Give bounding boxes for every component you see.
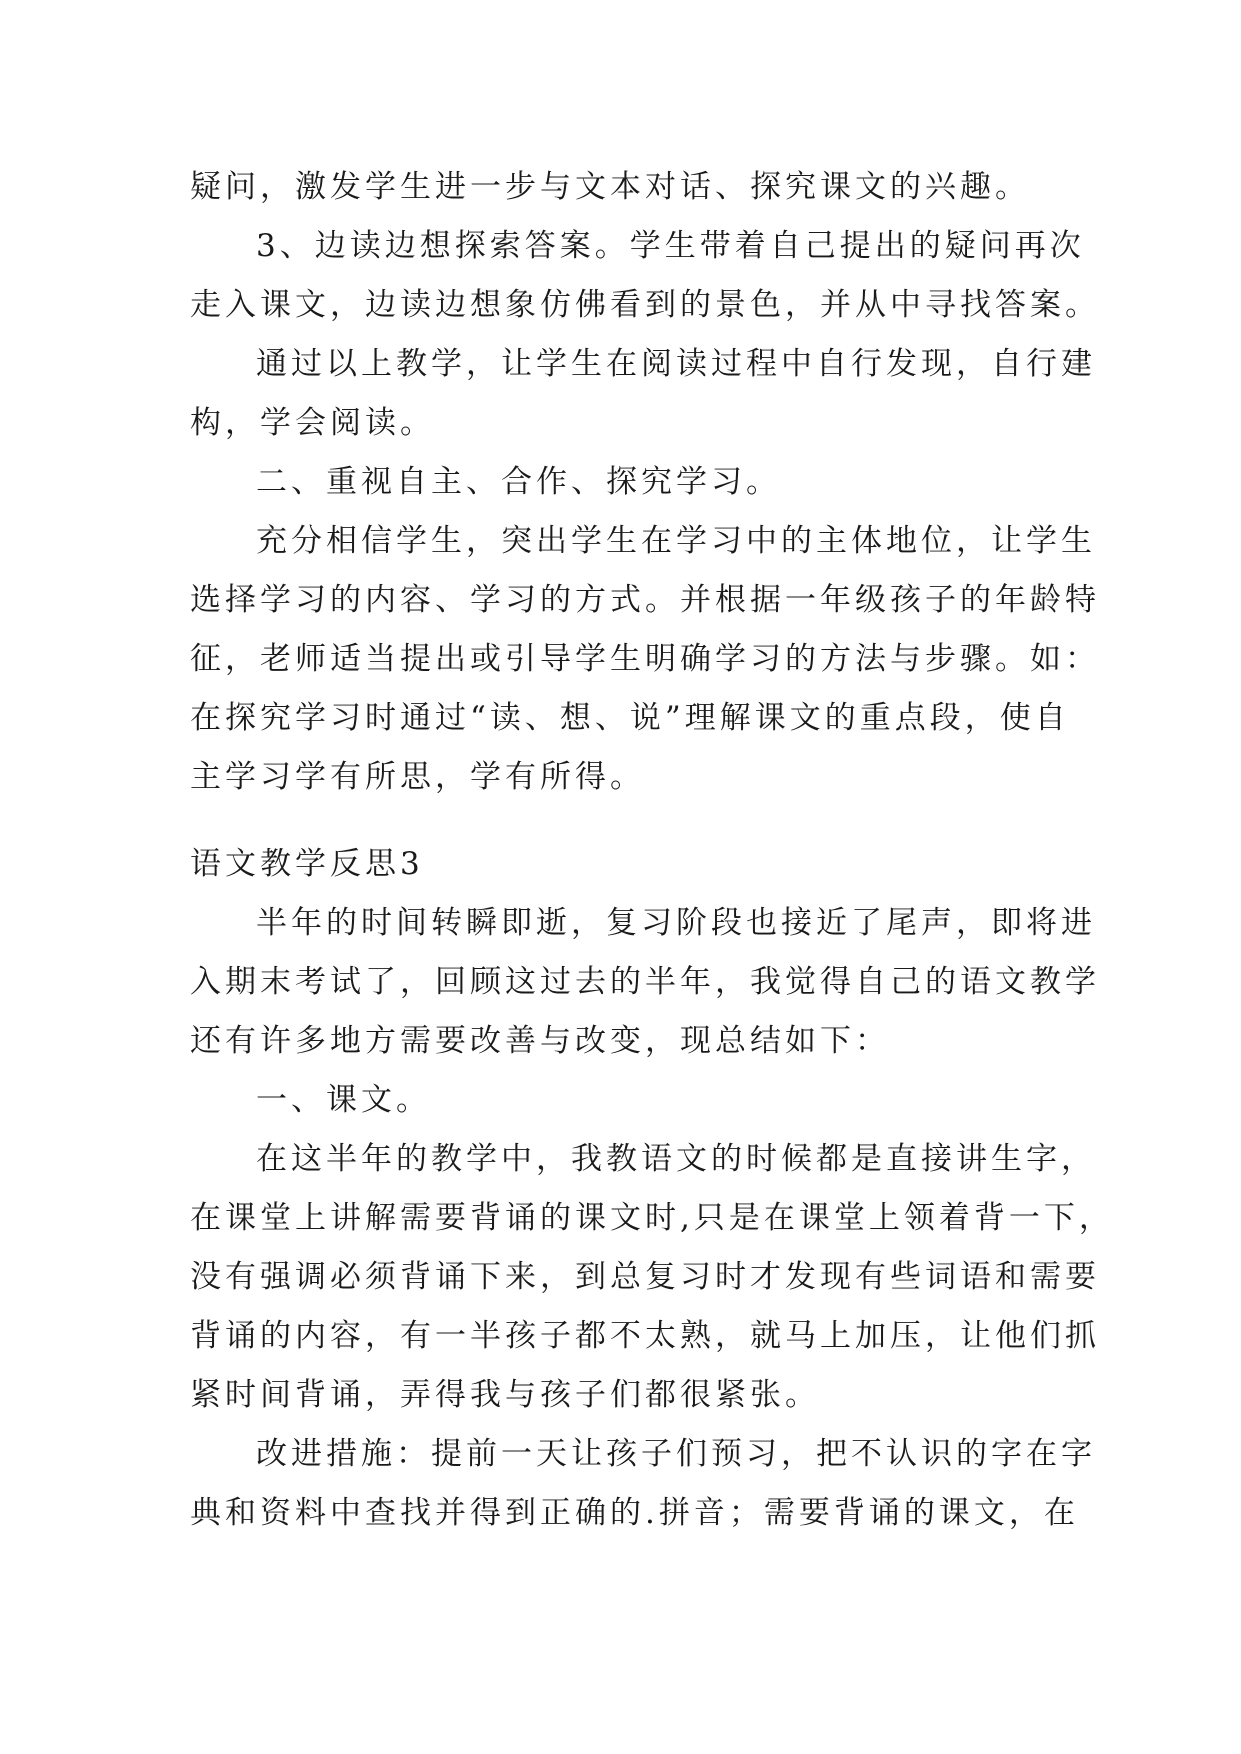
text-line: 背诵的内容，有一半孩子都不太熟，就马上加压，让他们抓	[190, 1318, 1100, 1354]
text-line: 充分相信学生，突出学生在学习中的主体地位，让学生	[256, 523, 1096, 559]
text-line: 入期末考试了，回顾这过去的半年，我觉得自己的语文教学	[190, 964, 1100, 1000]
text-line: 没有强调必须背诵下来，到总复习时才发现有些词语和需要	[190, 1259, 1100, 1295]
paragraph-gap	[190, 807, 1070, 835]
text-line: 典和资料中查找并得到正确的.拼音；需要背诵的课文，在	[190, 1495, 1079, 1531]
text-line: 语文教学反思3	[190, 846, 424, 882]
text-line: 征，老师适当提出或引导学生明确学习的方法与步骤。如：	[190, 641, 1100, 677]
text-line: 在探究学习时通过“读、想、说”理解课文的重点段，使自	[190, 700, 1070, 736]
text-line: 半年的时间转瞬即逝，复习阶段也接近了尾声，即将进	[256, 905, 1096, 941]
text-line: 构，学会阅读。	[190, 405, 435, 441]
text-line: 改进措施：提前一天让孩子们预习，把不认识的字在字	[256, 1436, 1096, 1472]
text-line: 一、课文。	[256, 1082, 431, 1118]
text-line: 二、重视自主、合作、探究学习。	[256, 464, 781, 500]
text-line: 3、边读边想探索答案。学生带着自己提出的疑问再次	[256, 228, 1085, 264]
text-line: 疑问，激发学生进一步与文本对话、探究课文的兴趣。	[190, 169, 1030, 205]
text-line: 走入课文，边读边想象仿佛看到的景色，并从中寻找答案。	[190, 287, 1100, 323]
text-line: 在这半年的教学中，我教语文的时候都是直接讲生字，	[256, 1141, 1096, 1177]
text-line: 选择学习的内容、学习的方式。并根据一年级孩子的年龄特	[190, 582, 1100, 618]
text-line: 在课堂上讲解需要背诵的课文时,只是在课堂上领着背一下，	[190, 1200, 1114, 1236]
document-body	[190, 158, 1114, 1543]
text-line: 紧时间背诵，弄得我与孩子们都很紧张。	[190, 1377, 820, 1413]
text-line: 主学习学有所思，学有所得。	[190, 759, 645, 795]
text-line: 还有许多地方需要改善与改变，现总结如下：	[190, 1023, 890, 1059]
text-line: 通过以上教学，让学生在阅读过程中自行发现，自行建	[256, 346, 1096, 382]
